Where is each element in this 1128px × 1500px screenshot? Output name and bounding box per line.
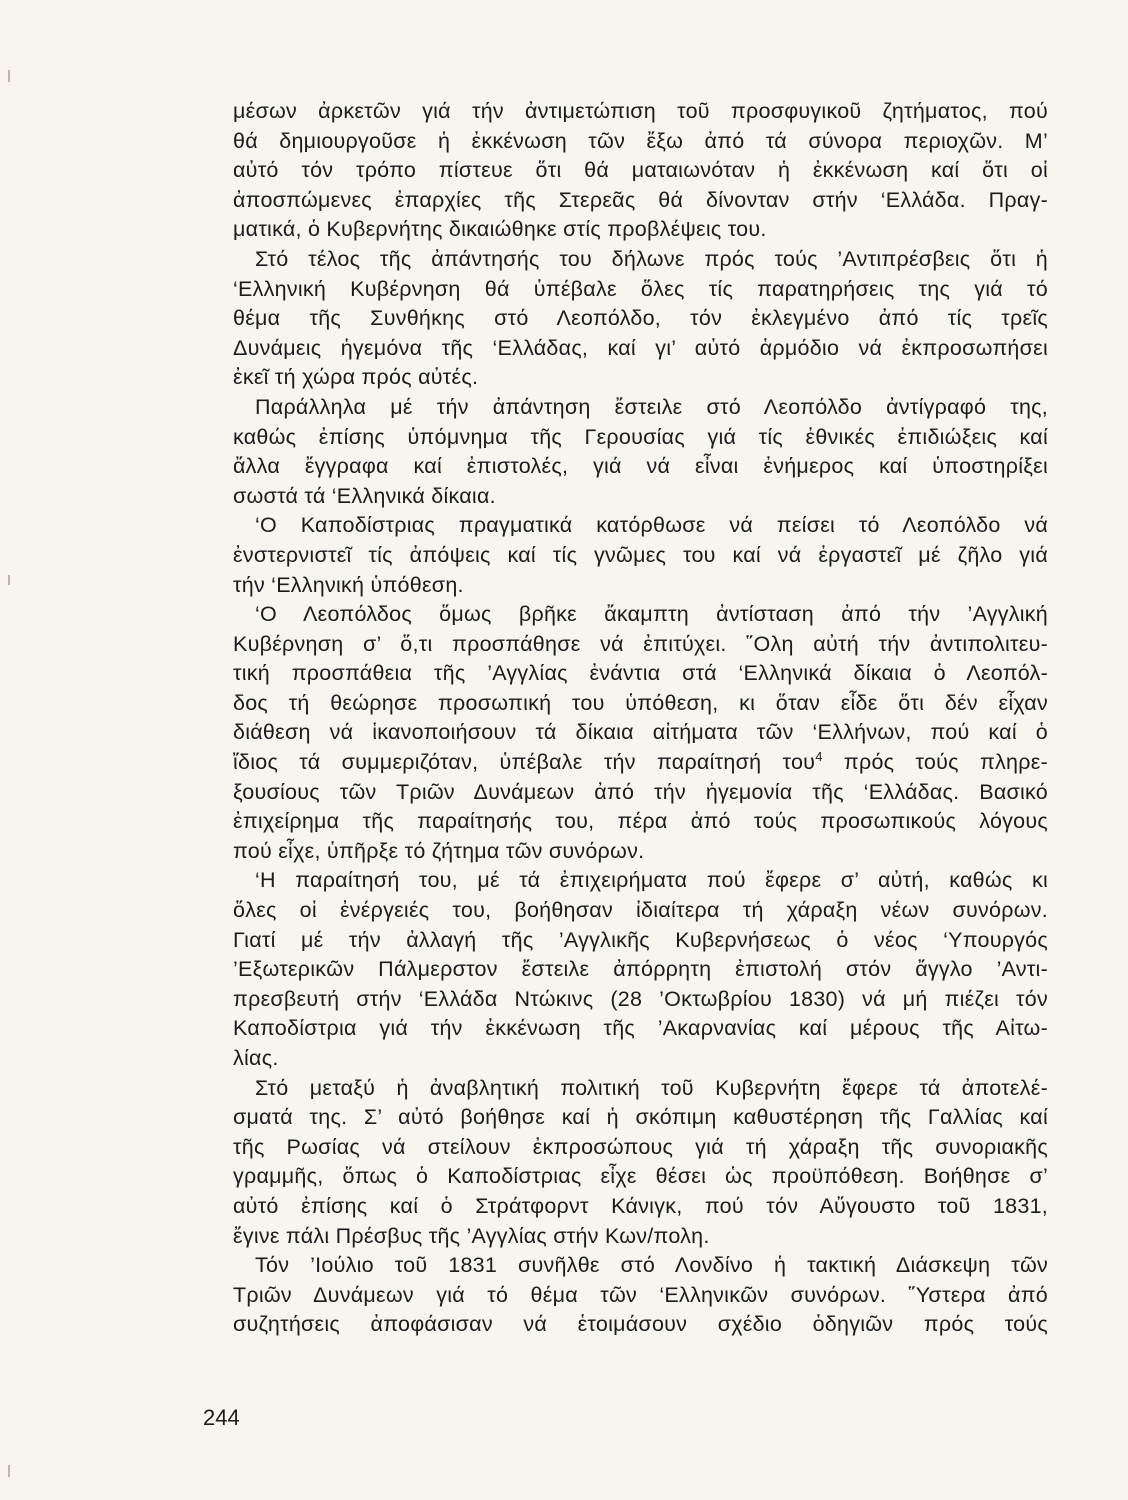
text-line [233, 1103, 1048, 1133]
text-line-content: ὅλες οἱ ἐνέργειές του, βοήθησαν ἰδιαίτερα τή χάραξη νέων συνόρων. [233, 898, 1048, 923]
text-line-content: ‘Η παραίτησή του, μέ τά ἐπιχειρήματα πού ἔφερε σ’ αὐτή, καθώς κι [255, 868, 1048, 893]
text-line-content: θέμα τῆς Συνθήκης στό Λεοπόλδο, τόν ἐκλεγμένο ἀπό τίς τρεῖς [233, 306, 1048, 331]
text-line [233, 955, 1048, 985]
text-line-content: πρεσβευτή στήν ‘Ελλάδα Ντώκινς (28 ’Οκτωβρίου 1830) νά μή πιέζει τόν [233, 986, 1048, 1011]
text-line [233, 156, 1048, 186]
text-line-content: Τόν ’Ιούλιο τοῦ 1831 συνῆλθε στό Λονδίνο ἡ τακτική Διάσκεψη τῶν [255, 1253, 1048, 1278]
text-line [233, 807, 1048, 837]
scan-edge-mark [8, 70, 10, 82]
text-line [233, 541, 1048, 571]
text-line [233, 659, 1048, 689]
text-line-content: ξουσίους τῶν Τριῶν Δυνάμεων ἀπό τήν ἡγεμονία τῆς ‘Ελλάδας. Βασικό [233, 779, 1048, 804]
text-line-content: Στό μεταξύ ἡ ἀναβλητική πολιτική τοῦ Κυβερνήτη ἔφερε τά ἀποτελέ- [255, 1075, 1048, 1100]
text-line [233, 1222, 1048, 1252]
text-line [233, 1310, 1048, 1340]
text-line-content: δος τή θεώρησε προσωπική του ὑπόθεση, κι ὅταν εἶδε ὅτι δέν εἶχαν [233, 690, 1048, 715]
text-line [233, 363, 1048, 393]
text-line-content: ἐκεῖ τή χώρα πρός αὐτές. [233, 365, 479, 390]
text-line-content: αὐτό τόν τρόπο πίστευε ὅτι θά ματαιωνόταν ἡ ἐκκένωση καί ὅτι οἱ [233, 158, 1048, 183]
text-line-continuation: πρός τούς πληρε- [822, 750, 1048, 775]
text-line-content: σματά της. Σ’ αὐτό βοήθησε καί ἡ σκόπιμη καθυστέρηση τῆς Γαλλίας καί [233, 1105, 1048, 1130]
text-line [233, 127, 1048, 157]
text-line-content: πού εἶχε, ὑπῆρξε τό ζήτημα τῶν συνόρων. [233, 838, 645, 863]
text-line [233, 1162, 1048, 1192]
text-line-content: Παράλληλα μέ τήν ἀπάντηση ἔστειλε στό Λεοπόλδο ἀντίγραφό της, [255, 394, 1048, 419]
page-number: 244 [203, 1405, 240, 1430]
text-line [233, 1044, 1048, 1074]
text-line [233, 186, 1048, 216]
text-line [233, 1281, 1048, 1311]
text-line [233, 452, 1048, 482]
text-line [233, 245, 1048, 275]
text-line-content: γραμμῆς, ὅπως ὁ Καποδίστριας εἶχε θέσει ὡς προϋπόθεση. Βοήθησε σ’ [233, 1164, 1048, 1189]
text-line-content: Γιατί μέ τήν ἀλλαγή τῆς ’Αγγλικῆς Κυβερνήσεως ὁ νέος ‘Υπουργός [233, 927, 1048, 952]
footnote-marker: 4 [815, 749, 823, 765]
text-line [233, 275, 1048, 305]
text-line-content: ‘Ελληνική Κυβέρνηση θά ὑπέβαλε ὅλες τίς παρατηρήσεις της γιά τό [233, 276, 1048, 301]
text-line-content: Δυνάμεις ἡγεμόνα τῆς ‘Ελλάδας, καί γι’ αὐτό ἁρμόδιο νά ἐκπροσωπήσει [233, 335, 1048, 360]
text-line [233, 985, 1048, 1015]
text-line-content: ἐπιχείρημα τῆς παραίτησής του, πέρα ἀπό τούς προσωπικούς λόγους [233, 809, 1048, 834]
text-line [233, 896, 1048, 926]
text-line-content: Καποδίστρια γιά τήν ἐκκένωση τῆς ’Ακαρνανίας καί μέρους τῆς Αἰτω- [233, 1016, 1048, 1041]
text-line-content: συζητήσεις ἀποφάσισαν νά ἑτοιμάσουν σχέδιο ὁδηγιῶν πρός τούς [233, 1312, 1048, 1337]
text-line [233, 393, 1048, 423]
text-line-content: αὐτό ἐπίσης καί ὁ Στράτφορντ Κάνιγκ, πού τόν Αὔγουστο τοῦ 1831, [233, 1193, 1048, 1218]
text-line-content: ματικά, ὁ Κυβερνήτης δικαιώθηκε στίς προβλέψεις του. [233, 217, 767, 242]
scan-edge-mark [8, 1465, 10, 1477]
text-line [233, 1074, 1048, 1104]
text-line [233, 600, 1048, 630]
text-line [233, 778, 1048, 808]
text-line-content: ‘Ο Καποδίστριας πραγματικά κατόρθωσε νά πείσει τό Λεοπόλδο νά [255, 513, 1048, 538]
text-line [233, 1133, 1048, 1163]
text-line-content: ἔγινε πάλι Πρέσβυς τῆς ’Αγγλίας στήν Κων/πολη. [233, 1223, 710, 1248]
text-line-content: διάθεση νά ἱκανοποιήσουν τά δίκαια αἰτήματα τῶν ‘Ελλήνων, πού καί ὁ [233, 720, 1048, 745]
scan-edge-mark [8, 575, 10, 585]
text-line-content: σωστά τά ‘Ελληνικά δίκαια. [233, 483, 496, 508]
text-line-content: τική προσπάθεια τῆς ’Αγγλίας ἐνάντια στά ‘Ελληνικά δίκαια ὁ Λεοπόλ- [233, 661, 1048, 686]
text-line [233, 482, 1048, 512]
text-line-content: Κυβέρνηση σ’ ὅ,τι προσπάθησε νά ἐπιτύχει. ῞Ολη αὐτή τήν ἀντιπολιτευ- [233, 631, 1048, 656]
text-line [233, 334, 1048, 364]
text-line [233, 511, 1048, 541]
text-line-content: ἀποσπώμενες ἐπαρχίες τῆς Στερεᾶς θά δίνονταν στήν ‘Ελλάδα. Πραγ- [233, 187, 1048, 212]
text-line [233, 571, 1048, 601]
text-line-content: καθώς ἐπίσης ὑπόμνημα τῆς Γερουσίας γιά τίς ἐθνικές ἐπιδιώξεις καί [233, 424, 1048, 449]
text-line [233, 926, 1048, 956]
text-line-content: μέσων ἀρκετῶν γιά τήν ἀντιμετώπιση τοῦ προσφυγικοῦ ζητήματος, πού [233, 99, 1048, 123]
text-line-content: ἴδιος τά συμμεριζόταν, ὑπέβαλε τήν παραίτησή του [233, 750, 816, 775]
text-line [233, 1251, 1048, 1281]
text-line [233, 423, 1048, 453]
text-line-content: ἐνστερνιστεῖ τίς ἀπόψεις καί τίς γνῶμες του καί νά ἐργαστεῖ μέ ζῆλο γιά [233, 542, 1048, 567]
text-line-content: Στό τέλος τῆς ἀπάντησής του δήλωνε πρός τούς ’Αντιπρέσβεις ὅτι ἡ [255, 246, 1048, 271]
text-line [233, 630, 1048, 660]
text-line-content: τήν ‘Ελληνική ὑπόθεση. [233, 572, 464, 597]
text-line-content: ‘Ο Λεοπόλδος ὅμως βρῆκε ἄκαμπτη ἀντίσταση ἀπό τήν ’Αγγλική [255, 602, 1048, 627]
text-line [233, 837, 1048, 867]
text-line [233, 866, 1048, 896]
text-line [233, 97, 1048, 127]
text-line [233, 1192, 1048, 1222]
text-line [233, 748, 1048, 778]
text-line [233, 1014, 1048, 1044]
text-line-content: τῆς Ρωσίας νά στείλουν ἐκπροσώπους γιά τή χάραξη τῆς συνοριακῆς [233, 1134, 1048, 1159]
text-line [233, 215, 1048, 245]
text-line [233, 718, 1048, 748]
text-line [233, 689, 1048, 719]
text-line-content: ἄλλα ἔγγραφα καί ἐπιστολές, γιά νά εἶναι ἐνήμερος καί ὑποστηρίξει [233, 454, 1048, 479]
text-line-content: θά δημιουργοῦσε ἡ ἐκκένωση τῶν ἔξω ἀπό τά σύνορα περιοχῶν. Μ’ [233, 128, 1048, 153]
text-line-content: Τριῶν Δυνάμεων γιά τό θέμα τῶν ‘Ελληνικῶν συνόρων. ῞Υστερα ἀπό [233, 1282, 1048, 1307]
text-line [233, 304, 1048, 334]
text-line-content: ’Εξωτερικῶν Πάλμερστον ἔστειλε ἀπόρρητη ἐπιστολή στόν ἄγγλο ’Αντι- [233, 957, 1048, 982]
text-line-content: λίας. [233, 1046, 279, 1070]
body-text [233, 97, 1048, 1340]
